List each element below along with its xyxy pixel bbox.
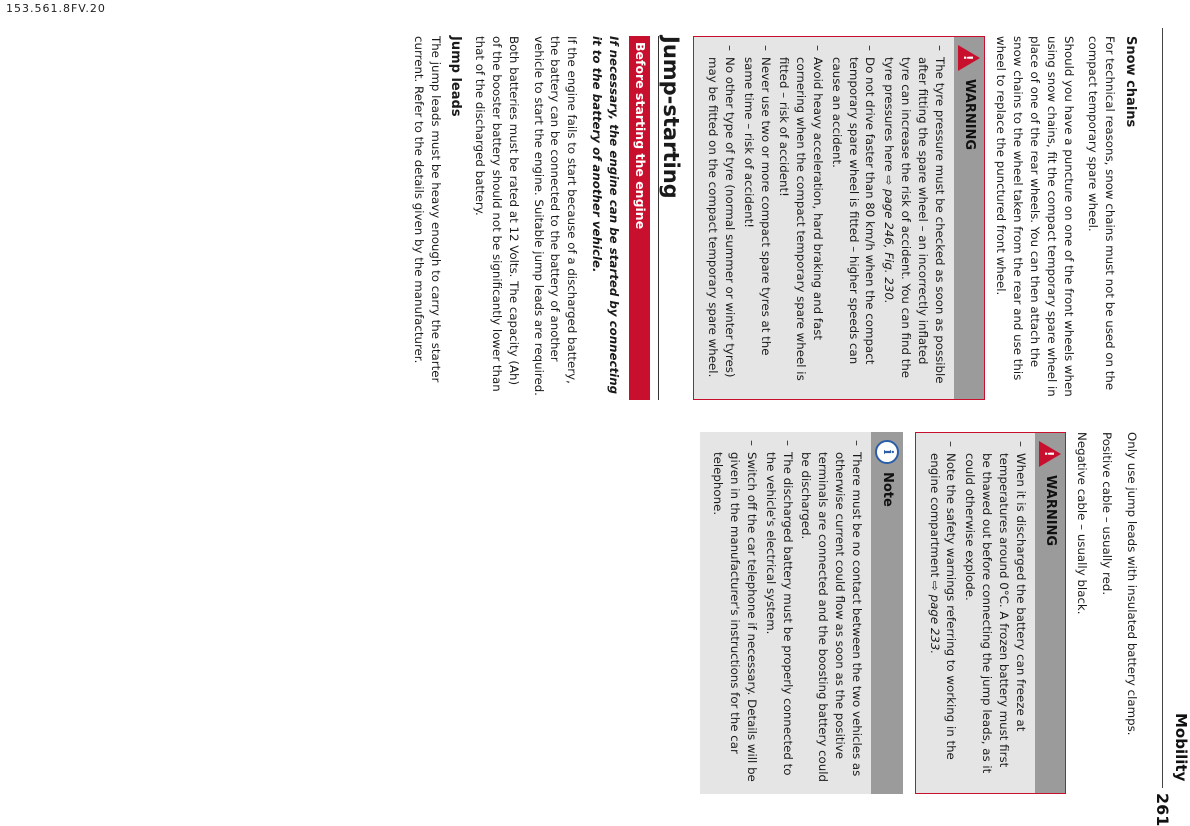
snow-chains-paragraph-1: For technical reasons, snow chains must not be used on the compact temporary spare wheel. [1086, 36, 1118, 391]
jump-starting-paragraph-2: Both batteries must be rated at 12 Volts. The capacity (Ah) of the booster battery should not be significantly lower than that of the discharged battery. [473, 36, 521, 392]
warning-item: – Do not drive faster than 80 km/h when the compact temporary spare wheel is fitted – higher speeds can cause an accident. [828, 45, 878, 391]
column-right [688, 432, 1140, 794]
note-item: – There must be no contact between the two vehicles as otherwise current could flow as soon as the positive terminals are connected and the boosting battery could be discharged. [798, 440, 865, 786]
snow-chains-paragraph-2: Should you have a puncture on one of the front wheels when using snow chains, fit the compact temporary spare wheel in place of one of the rear wheels. You can then attach the snow chains to the wheel taken from the rear and use this wheel to replace the punctured front wheel. [994, 36, 1076, 397]
warning-box-battery [915, 432, 1066, 794]
warning-list [916, 433, 1035, 793]
warning-item: – The tyre pressure must be checked as soon as possible after fitting the spare wheel – an incorrectly inflated tyre can increase the risk of accident. You can find the tyre pressures here ⇨ page 246, Fig. 230. [880, 45, 947, 391]
snow-chains-heading: Snow chains [1123, 36, 1138, 128]
warning-title-bar [954, 37, 984, 399]
positive-cable-paragraph: Positive cable – usually red. [1100, 432, 1115, 596]
jump-starting-heading: Jump-starting [658, 36, 680, 400]
negative-cable-paragraph: Negative cable – usually black. [1075, 432, 1090, 615]
jump-starting-intro: If necessary, the engine can be started by connecting it to the battery of another vehicle. [590, 36, 621, 395]
warning-list [694, 37, 953, 399]
note-title: Note [880, 472, 896, 507]
note-item: – Switch off the car telephone if necessary. Details will be given in the manufacturer's instructions for the car telephone. [710, 440, 760, 786]
note-box [700, 432, 903, 794]
header-rule [1162, 28, 1163, 788]
document-id: 153.561.8FV.20 [6, 2, 106, 15]
warning-item: – Note the safety warnings referring to working in the engine compartment ⇨ page 233. [926, 441, 960, 785]
note-title-bar [871, 432, 903, 794]
warning-item: – Avoid heavy acceleration, hard braking and fast cornering when the compact temporary spare wheel is fitted – risk of accident! [776, 45, 826, 391]
warning-box-spare-wheel [693, 36, 984, 400]
warning-item: – No other type of tyre (normal summer or winter tyres) may be fitted on the compact temporary spare wheel. [704, 45, 738, 391]
before-starting-bar: Before starting the engine [629, 36, 650, 400]
warning-item: – Never use two or more compact spare tyres at the same time – risk of accident! [740, 45, 774, 391]
warning-item: – When it is discharged the battery can freeze at temperatures around 0°C. A frozen battery must first be thawed out before connecting the jump leads, as it could otherwise explode. [961, 441, 1028, 785]
jump-leads-paragraph: The jump leads must be heavy enough to carry the starter current. Refer to the details given by the manufacturer. [411, 36, 443, 383]
warning-title: WARNING [1043, 475, 1059, 547]
warning-title-bar [1035, 433, 1065, 793]
section-header: Mobility [1172, 713, 1190, 782]
jump-starting-paragraph-1: If the engine fails to start because of a discharged battery, the battery can be connected to the battery of another vehicle to start the engine. Suitable jump leads are required. [531, 36, 580, 396]
page-reference-link[interactable]: ⇨ page 233. [927, 580, 942, 655]
info-icon: i [875, 440, 899, 464]
page-reference-link[interactable]: ⇨ page 246, Fig. 230. [882, 175, 897, 304]
note-list [700, 432, 871, 794]
warning-title: WARNING [962, 79, 978, 151]
page-number: 261 [1153, 793, 1172, 826]
warning-triangle-icon: ! [1039, 441, 1061, 467]
insulated-clamps-paragraph: Only use jump leads with insulated battery clamps. [1125, 432, 1139, 736]
warning-triangle-icon: ! [958, 45, 980, 71]
jump-leads-heading: Jump leads [448, 36, 464, 117]
column-left [402, 36, 1140, 400]
note-item: – The discharged battery must be properly connected to the vehicle's electrical system. [762, 440, 796, 786]
